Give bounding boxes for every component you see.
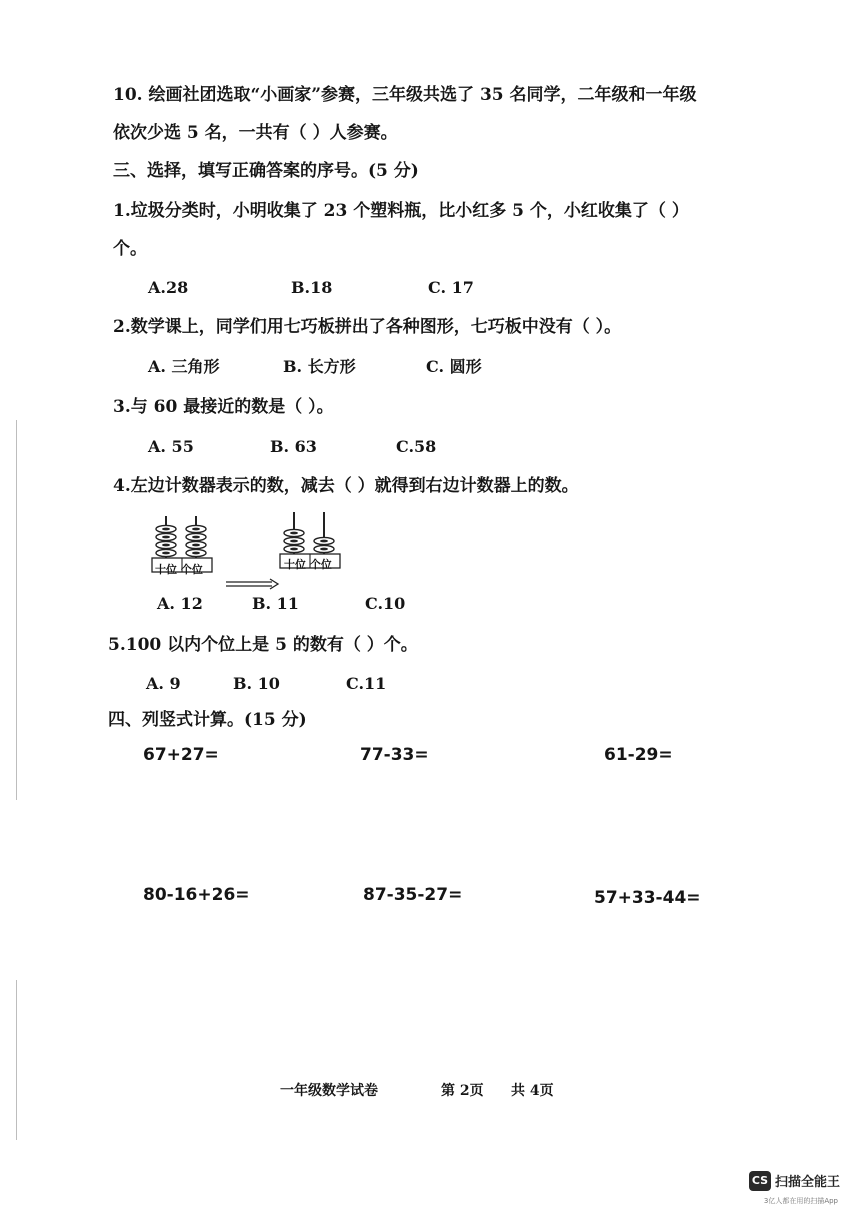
q1-option-b: B.18 [291, 278, 333, 297]
tens-bead-hole [162, 552, 170, 555]
q3-option-c: C.58 [396, 437, 437, 456]
tens-bead-hole [162, 544, 170, 547]
q4-option-c: C.10 [365, 594, 406, 613]
ones-bead-hole [320, 540, 328, 543]
q3-option-a: A. 55 [148, 437, 194, 456]
q5-option-c: C.11 [346, 674, 387, 693]
abacus-right-label: 十位 个位 [284, 558, 332, 571]
tens-bead-hole [290, 532, 298, 535]
ones-bead-hole [192, 536, 200, 539]
q4-text: 4.左边计数器表示的数，减去（ ）就得到右边计数器上的数。 [113, 476, 579, 496]
calc-problem-5: 87-35-27= [363, 885, 463, 905]
scanner-name: 扫描全能王 [774, 1175, 840, 1190]
q2-option-c: C. 圆形 [426, 357, 482, 376]
calc-problem-2: 77-33= [360, 745, 429, 765]
calc-problem-4: 80-16+26= [143, 885, 250, 905]
q5-option-b: B. 10 [233, 674, 280, 693]
scanner-logo [749, 1170, 840, 1191]
calc-problem-6: 57+33-44= [594, 888, 701, 908]
q10-line1: 10. 绘画社团选取“小画家”参赛，三年级共选了 35 名同学，二年级和一年级 [113, 85, 697, 105]
q1-text: 1.垃圾分类时，小明收集了 23 个塑料瓶，比小红多 5 个，小红收集了（ ） [113, 201, 689, 221]
calc-problem-3: 61-29= [604, 745, 673, 765]
calc-problem-1: 67+27= [143, 745, 219, 765]
tens-bead-hole [162, 536, 170, 539]
tens-bead-hole [290, 548, 298, 551]
scanner-tagline: 3亿人都在用的扫描App [763, 1197, 838, 1205]
q3-option-b: B. 63 [270, 437, 317, 456]
abacus-left-label: 十位 个位 [155, 563, 203, 576]
q4-option-b: B. 11 [252, 594, 299, 613]
q2-option-b: B. 长方形 [283, 357, 356, 376]
q1-option-c: C. 17 [428, 278, 474, 297]
ones-bead-hole [192, 552, 200, 555]
arrow-head [270, 579, 278, 589]
scan-left-edge [16, 420, 17, 800]
ones-bead-hole [192, 528, 200, 531]
q3-text: 3.与 60 最接近的数是（ ）。 [113, 397, 334, 417]
q1-text-cont: 个。 [113, 239, 147, 259]
tens-bead-hole [162, 528, 170, 531]
cs-logo-icon: CS [749, 1171, 771, 1191]
section4-title: 四、列竖式计算。(15 分) [108, 710, 307, 730]
footer-total: 共 4页 [511, 1083, 554, 1099]
q10-line2: 依次少选 5 名，一共有（ ）人参赛。 [113, 123, 398, 143]
q2-option-a: A. 三角形 [148, 357, 220, 376]
tens-bead-hole [290, 540, 298, 543]
ones-bead-hole [320, 548, 328, 551]
q5-option-a: A. 9 [146, 674, 181, 693]
footer-page: 第 2页 [441, 1083, 484, 1099]
scan-left-edge-lower [16, 980, 17, 1140]
q2-text: 2.数学课上，同学们用七巧板拼出了各种图形，七巧板中没有（ ）。 [113, 317, 622, 337]
footer-title: 一年级数学试卷 [280, 1083, 378, 1099]
q5-text: 5.100 以内个位上是 5 的数有（ ）个。 [108, 635, 418, 655]
section3-title: 三、选择，填写正确答案的序号。(5 分) [113, 161, 419, 181]
ones-bead-hole [192, 544, 200, 547]
q1-option-a: A.28 [148, 278, 189, 297]
q4-option-a: A. 12 [157, 594, 203, 613]
